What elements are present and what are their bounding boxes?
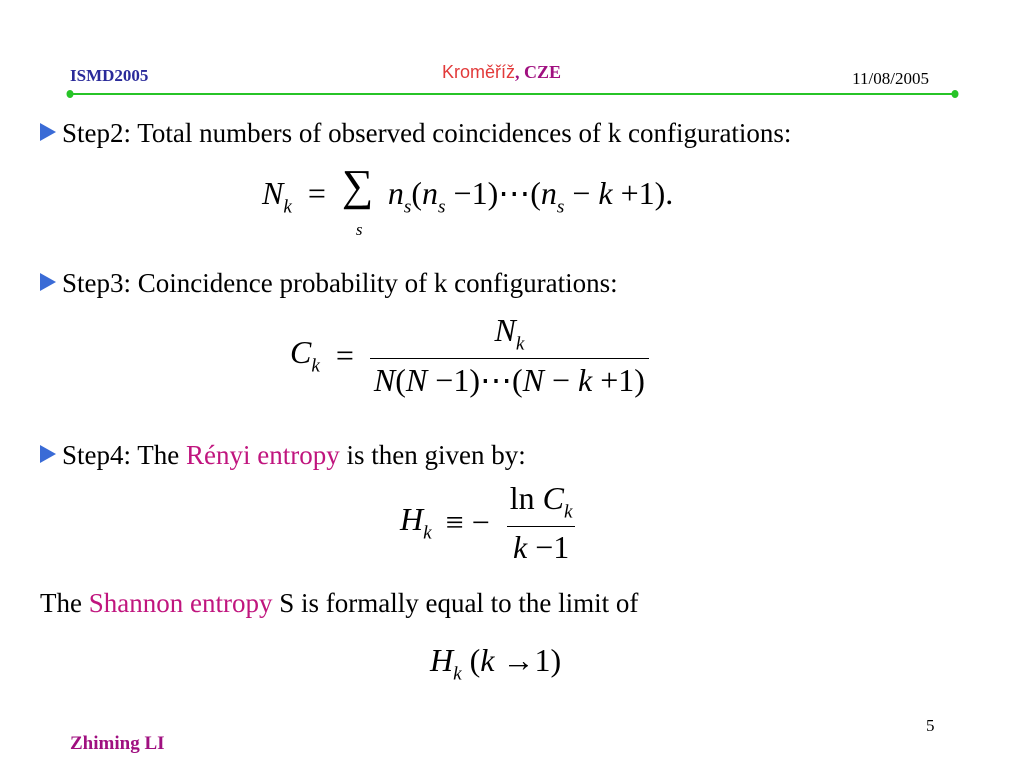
bullet-arrow-icon <box>40 445 56 463</box>
date-label: 11/08/2005 <box>852 69 929 88</box>
step4-line <box>40 440 526 471</box>
conference-label: ISMD2005 <box>70 66 149 85</box>
bullet-arrow-icon <box>40 273 56 291</box>
step3-line <box>40 268 618 299</box>
shannon-line <box>40 588 638 619</box>
bullet-arrow-icon <box>40 123 56 141</box>
step2-line <box>40 118 791 149</box>
author-name: Zhiming LI <box>70 733 165 754</box>
shannon-prefix: The <box>40 588 89 618</box>
renyi-entropy-term: Rényi entropy <box>186 440 340 470</box>
equation-ck: $C_k$ = $\frac{N_k}{N(N -1)\cdots(N - k +1)}$ <box>290 312 649 399</box>
equation-nk: $N_k$ = ∑ s $n_s(n_s$ $-1)\cdots(n_s - k +1)$. <box>262 161 674 239</box>
city-name: Kroměříž <box>442 62 516 82</box>
header-rule <box>66 90 959 98</box>
step4-prefix: Step4: The <box>62 440 186 470</box>
step4-suffix: is then given by: <box>339 440 526 470</box>
location-label <box>442 62 561 83</box>
equation-hk: $H_k$ ≡ − $\frac{\ln C_k}{k -1}$ <box>400 480 579 566</box>
shannon-suffix: S is formally equal to the limit of <box>272 588 639 618</box>
step2-text: Step2: Total numbers of observed coincidences of k configurations: <box>62 118 792 148</box>
step3-text: Step3: Coincidence probability of k configurations: <box>62 268 618 298</box>
country-name: , CZE <box>515 62 562 82</box>
page-number: 5 <box>926 716 935 735</box>
equation-limit: $H_k$ (k →1) <box>430 642 562 685</box>
shannon-entropy-term: Shannon entropy <box>88 588 273 618</box>
